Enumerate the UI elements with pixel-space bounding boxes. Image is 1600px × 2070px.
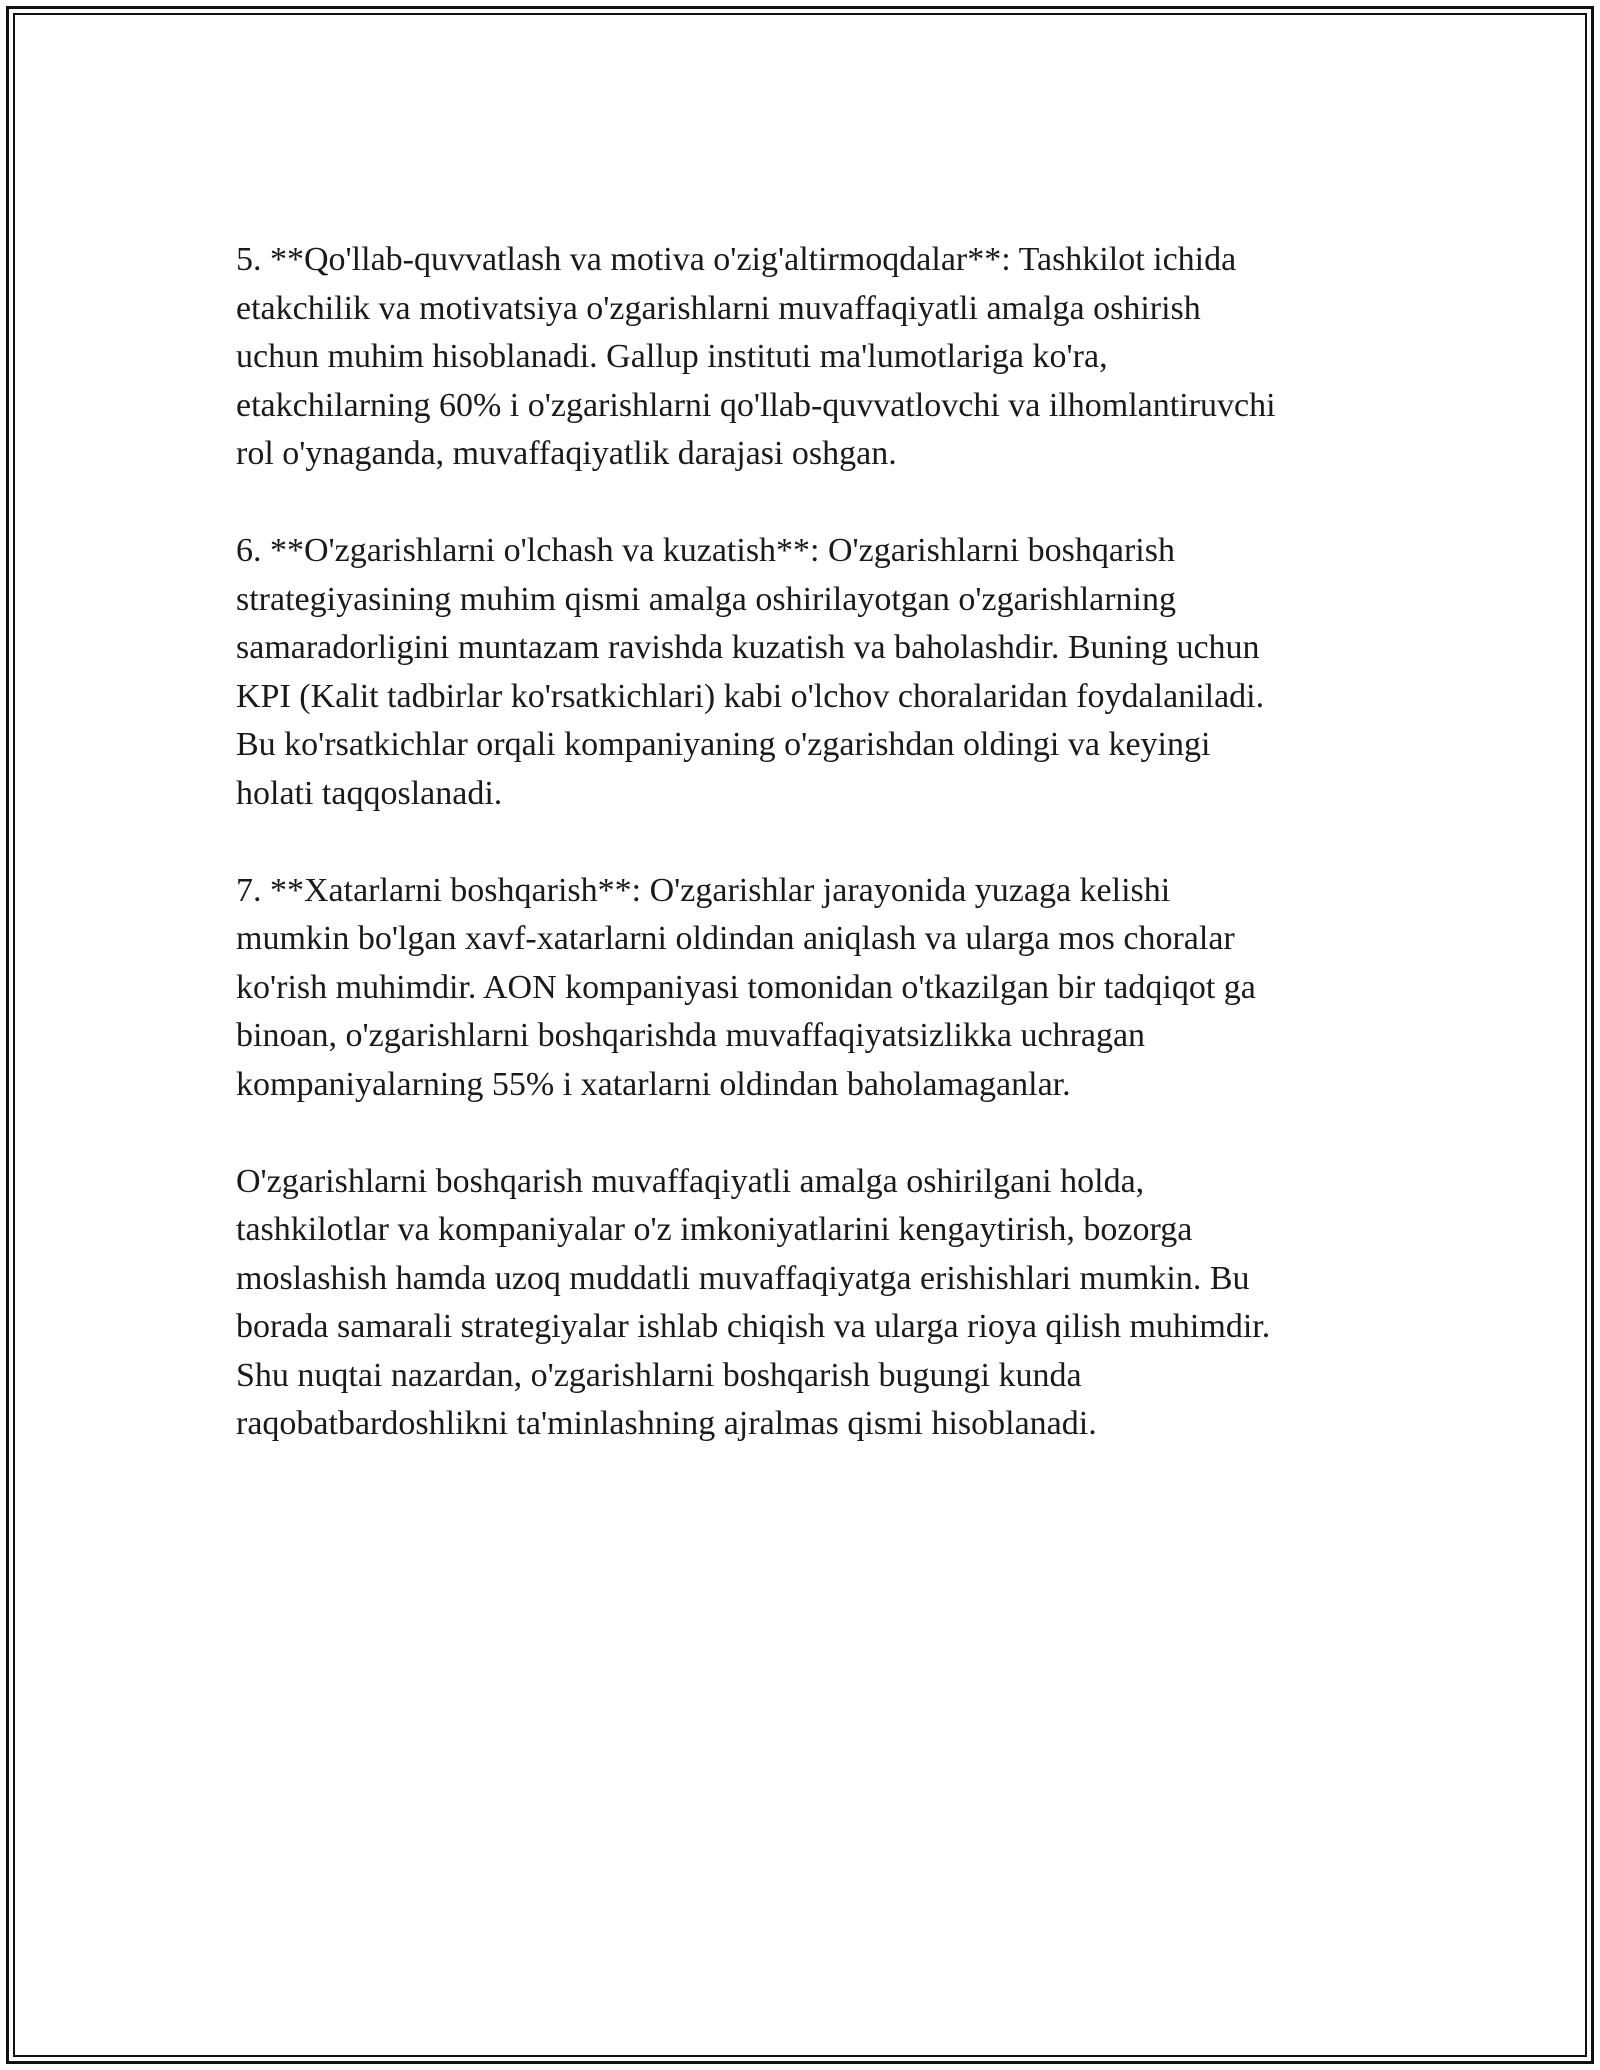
text-line: uchun muhim hisoblanadi. Gallup instituti ma'lumotlariga ko'ra, bbox=[236, 338, 1108, 375]
text-line: moslashish hamda uzoq muddatli muvaffaqiyatga erishishlari mumkin. Bu bbox=[236, 1259, 1250, 1297]
text-line: mumkin bo'lgan xavf-xatarlarni oldindan aniqlash va ularga mos choralar bbox=[236, 920, 1235, 957]
text-line: borada samarali strategiyalar ishlab chiqish va ularga rioya qilish muhimdir. bbox=[236, 1308, 1271, 1345]
text-line: ko'rish muhimdir. AON kompaniyasi tomonidan o'tkazilgan bir tadqiqot ga bbox=[236, 968, 1256, 1006]
text-line: raqobatbardoshlikni ta'minlashning ajralmas qismi hisoblanadi. bbox=[236, 1405, 1097, 1442]
text-line: rol o'ynaganda, muvaffaqiyatlik darajasi oshgan. bbox=[236, 435, 897, 472]
paragraph-item-7 bbox=[236, 867, 1366, 1110]
text-line: Bu ko'rsatkichlar orqali kompaniyaning o'zgarishdan oldingi va keyingi bbox=[236, 726, 1211, 763]
text-line: binoan, o'zgarishlarni boshqarishda muvaffaqiyatsizlikka uchragan bbox=[236, 1017, 1146, 1054]
text-line: KPI (Kalit tadbirlar ko'rsatkichlari) kabi o'lchov choralaridan foydalaniladi. bbox=[236, 677, 1265, 715]
paragraph-item-6 bbox=[236, 527, 1366, 818]
text-line: samaradorligini muntazam ravishda kuzatish va baholashdir. Buning uchun bbox=[236, 629, 1260, 666]
text-line: 5. **Qo'llab-quvvatlash va motiva o'zig'altirmoqdalar**: Tashkilot ichida bbox=[236, 241, 1237, 278]
text-line: strategiyasining muhim qismi amalga oshirilayotgan o'zgarishlarning bbox=[236, 580, 1176, 618]
text-line: 6. **O'zgarishlarni o'lchash va kuzatish**: O'zgarishlarni boshqarish bbox=[236, 532, 1175, 569]
text-line: holati taqqoslanadi. bbox=[236, 774, 503, 812]
paragraph-item-5 bbox=[236, 236, 1366, 479]
text-line: tashkilotlar va kompaniyalar o'z imkoniyatlarini kengaytirish, bozorga bbox=[236, 1211, 1193, 1248]
text-line: O'zgarishlarni boshqarish muvaffaqiyatli amalga oshirilgani holda, bbox=[236, 1162, 1145, 1200]
text-line: 7. **Xatarlarni boshqarish**: O'zgarishlar jarayonida yuzaga kelishi bbox=[236, 871, 1171, 909]
document-body bbox=[236, 236, 1366, 1497]
text-line: kompaniyalarning 55% i xatarlarni oldindan baholamaganlar. bbox=[236, 1065, 1071, 1103]
paragraph-conclusion bbox=[236, 1158, 1366, 1449]
text-line: etakchilarning 60% i o'zgarishlarni qo'llab-quvvatlovchi va ilhomlantiruvchi bbox=[236, 386, 1276, 424]
text-line: etakchilik va motivatsiya o'zgarishlarni muvaffaqiyatli amalga oshirish bbox=[236, 289, 1201, 327]
text-line: Shu nuqtai nazardan, o'zgarishlarni boshqarish bugungi kunda bbox=[236, 1356, 1082, 1394]
